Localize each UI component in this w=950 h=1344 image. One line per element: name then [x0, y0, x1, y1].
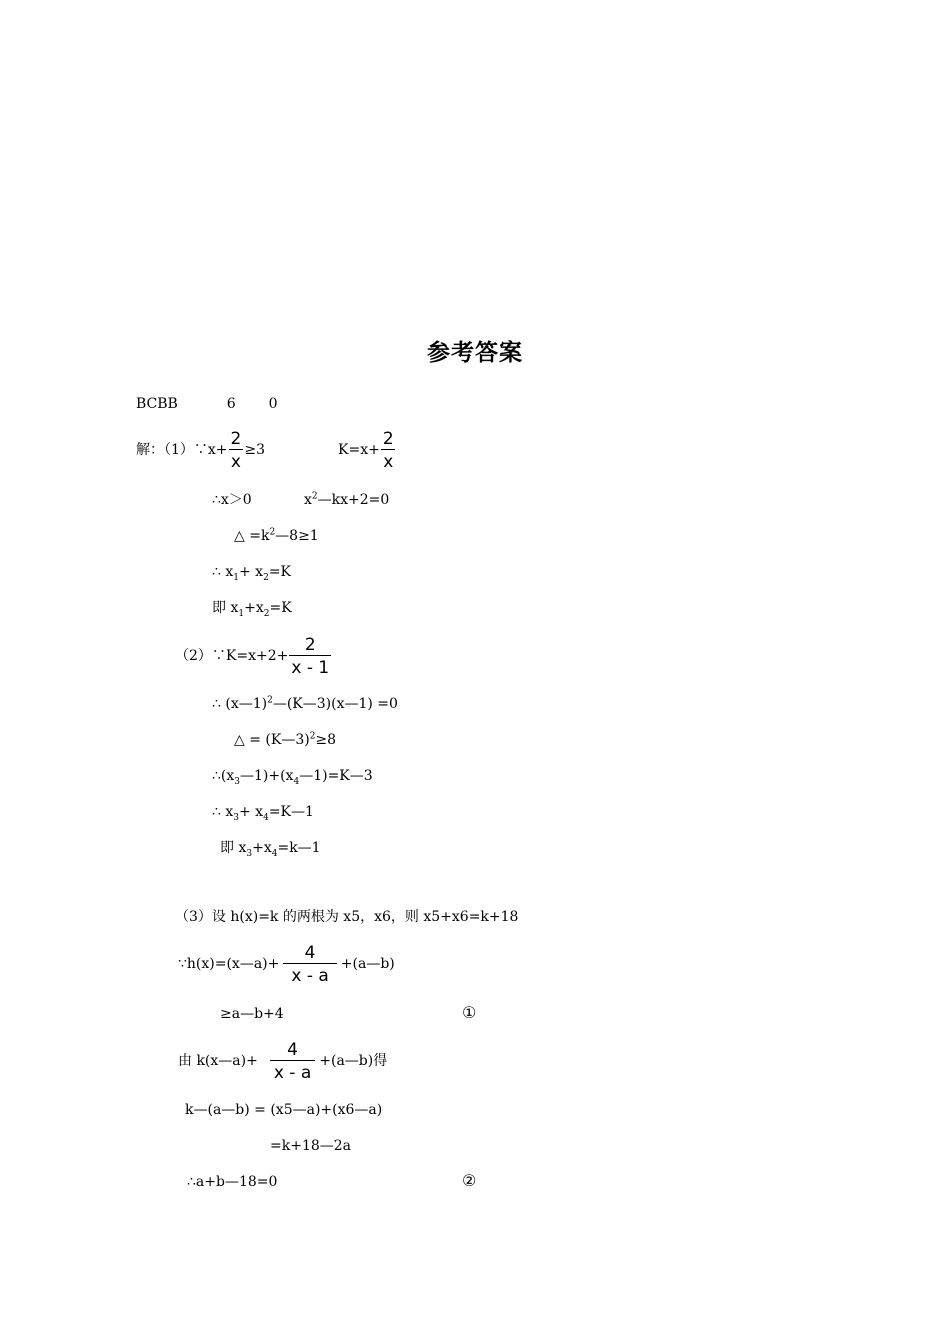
p1-l5-a: 即 x	[212, 600, 239, 616]
p2-l6-sub1: 3	[246, 848, 253, 859]
solution-p2-line2	[212, 695, 398, 713]
p1-l4-b: + x	[239, 564, 264, 580]
p2-l5-a: ∴ x	[212, 804, 234, 820]
p1-l2-a: ∴x＞0	[212, 492, 252, 508]
p1-text-c: K=x+	[338, 442, 380, 458]
frac-num: 2	[304, 634, 316, 655]
p2-l3-b: ≥8	[315, 732, 337, 748]
p2-l4-sub1: 3	[234, 776, 240, 787]
frac-den: x - 1	[289, 655, 331, 678]
fraction-2-over-x-minus-1	[289, 635, 331, 678]
choice-text: BCBB	[136, 396, 178, 412]
p2-l4-c: —1)=K—3	[299, 768, 373, 784]
p2-l5-b: + x	[239, 804, 264, 820]
p3-l2-b: +(a—b)	[340, 956, 395, 972]
blank-answer-1: 6	[226, 396, 236, 412]
frac-den: x - a	[270, 1060, 315, 1083]
solution-p3-line3: ≥a—b+4	[220, 1006, 284, 1022]
p1-l5-sub1: 1	[238, 608, 245, 619]
frac-den: x	[381, 449, 395, 472]
p2-l2-a: ∴ (x—1)	[212, 696, 268, 712]
p2-l6-c: =k—1	[277, 840, 321, 856]
fraction-4-over-x-minus-a-2	[270, 1040, 315, 1083]
p2-l6-sub2: 4	[271, 848, 278, 859]
solution-p1-line5	[212, 599, 292, 617]
blank-answer-2: 0	[268, 396, 278, 412]
frac-num: 4	[287, 1039, 298, 1060]
frac-den: x	[229, 449, 243, 472]
p3-l2-a: ∵h(x)=(x—a)+	[178, 956, 280, 972]
solution-p2-line5	[212, 803, 314, 821]
p2-l4-sub2: 4	[293, 776, 300, 787]
p2-l6-b: +x	[252, 840, 272, 856]
page-title: 参考答案	[427, 340, 523, 366]
p2-l5-c: =K—1	[268, 804, 314, 820]
p2-l5-sub2: 4	[263, 812, 269, 823]
p2-l2-b: —(K—3)(x—1) =0	[272, 696, 398, 712]
p1-l2-sup: 2	[311, 491, 318, 502]
p1-l4-sub2: 2	[263, 572, 269, 583]
fraction-4-over-x-minus-a	[283, 943, 336, 986]
equation-marker-1: ①	[462, 1003, 477, 1022]
p2-l1-a: （2）∵K=x+2+	[175, 648, 289, 664]
p2-l4-b: —1)+(x	[240, 768, 294, 784]
solution-p1-line3	[234, 527, 319, 545]
solution-p1-line1	[136, 428, 265, 472]
p1-l5-c: =K	[269, 600, 292, 616]
solution-p3-line5: k—(a—b) = (x5—a)+(x6—a)	[185, 1102, 383, 1118]
choice-answers	[136, 395, 278, 413]
p1-l3-sup: 2	[269, 527, 276, 538]
p2-l4-a: ∴(x	[212, 768, 235, 784]
frac-den: x - a	[283, 963, 336, 986]
p2-l3-a: △ = (K—3)	[234, 732, 310, 748]
p2-l2-sup: 2	[267, 695, 273, 706]
solution-p3-line1: （3）设 h(x)=k 的两根为 x5，x6，则 x5+x6=k+18	[175, 909, 519, 925]
p2-l3-sup: 2	[309, 731, 316, 742]
solution-p2-line4	[212, 767, 373, 785]
solution-p1-line4	[212, 563, 291, 581]
frac-num: 2	[382, 428, 394, 449]
solution-p2-line1	[175, 633, 332, 679]
p1-l5-b: +x	[244, 600, 264, 616]
solution-p2-line3	[234, 731, 336, 749]
p1-text-a: （1）∵x+	[164, 442, 228, 458]
p2-l5-sub1: 3	[233, 812, 239, 823]
solution-p3-line2	[178, 941, 395, 987]
p1-l4-a: ∴ x	[212, 564, 234, 580]
fraction-2-over-x-2	[381, 429, 396, 472]
p3-l4-b: +(a—b)得	[319, 1053, 388, 1069]
solution-label: 解：	[136, 442, 164, 458]
p1-l4-c: =K	[268, 564, 292, 580]
p1-l3-b: —8≥1	[275, 528, 319, 544]
p2-l6-a: 即 x	[220, 840, 247, 856]
p1-l2-c: —kx+2=0	[317, 492, 390, 508]
solution-p2-line6	[220, 839, 321, 857]
solution-p3-line4	[178, 1038, 387, 1084]
p1-l5-sub2: 2	[263, 608, 270, 619]
p1-l3-a: △ =k	[234, 528, 270, 544]
fraction-2-over-x	[229, 429, 244, 472]
p1-l2-b: x	[304, 492, 312, 508]
p1-text-b: ≥3	[244, 442, 266, 458]
solution-p3-line6: =k+18—2a	[270, 1138, 352, 1154]
solution-p1-line2	[212, 491, 252, 509]
solution-p1-line2-eq	[304, 491, 389, 509]
p3-l4-a: 由 k(x—a)+	[178, 1053, 258, 1069]
frac-num: 4	[304, 942, 316, 963]
solution-p3-line7: ∴a+b—18=0	[187, 1174, 278, 1190]
frac-num: 2	[230, 428, 242, 449]
equation-marker-2: ②	[462, 1171, 477, 1190]
p1-l4-sub1: 1	[233, 572, 239, 583]
solution-p1-k-def	[338, 428, 397, 472]
